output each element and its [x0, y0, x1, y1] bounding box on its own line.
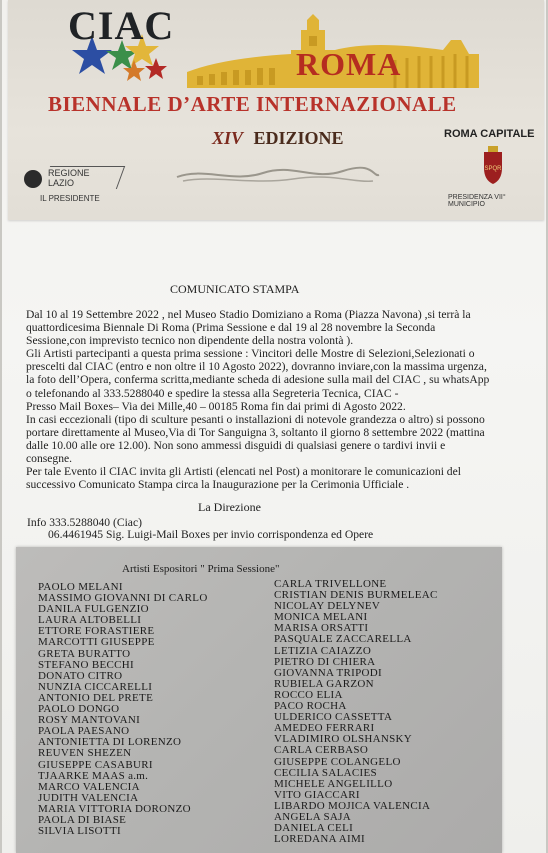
region-name: REGIONE LAZIO — [48, 168, 90, 188]
lazio-emblem-icon — [24, 170, 42, 188]
artist-name: REUVEN SHEZEN — [38, 747, 132, 760]
artist-name: MARCOTTI GIUSEPPE — [38, 636, 155, 649]
press-line: Sessione,con imprevisto tecnico non dipendente della nostra volontà ). — [26, 334, 354, 348]
edition-label — [212, 128, 344, 149]
artist-name: ROCCO ELIA — [274, 688, 343, 701]
artist-name: LIBARDO MOJICA VALENCIA — [274, 799, 431, 812]
press-line: successivo Comunicato Stampa circa la Inaugurazione per la Cerimonia Ufficiale . — [26, 478, 410, 492]
artist-name: LAURA ALTOBELLI — [38, 614, 142, 627]
artist-name: GRETA BURATTO — [38, 647, 131, 660]
press-line: la foto dell’Opera, conferma scritta,mediante scheda di adesione sulla mail del CIAC , su whatsApp — [26, 373, 490, 387]
edition-word: EDIZIONE — [253, 128, 344, 148]
press-line: dalle 10.00 alle ore 12.00). Non sono ammessi disguidi di qualsiasi genere o tardivi invii e — [26, 438, 446, 452]
artist-name: RUBIELA GARZON — [274, 677, 374, 690]
artist-name: GIOVANNA TRIPODI — [274, 666, 382, 679]
regione-lazio-logo — [22, 166, 142, 206]
artist-name: GIUSEPPE CASABURI — [38, 758, 153, 771]
info-phone: Info 333.5288040 (Ciac) — [27, 516, 142, 529]
artist-name: ANTONIO DEL PRETE — [38, 691, 154, 704]
press-heading: COMUNICATO STAMPA — [170, 282, 300, 296]
press-body — [26, 308, 504, 491]
artists-title: Artisti Espositori " Prima Sessione" — [122, 563, 280, 575]
press-line: In casi eccezionali (tipo di sculture pesanti o installazioni di notevole grandezza o altro) si possono — [26, 412, 485, 426]
artist-name: TJAARKE MAAS a.m. — [38, 769, 149, 782]
artist-name: PACO ROCHA — [274, 700, 347, 713]
artist-name: NUNZIA CICCARELLI — [38, 680, 153, 693]
artist-name: NICOLAY DELYNEV — [274, 600, 381, 613]
signature-scribble-icon — [173, 163, 383, 189]
artist-name: MICHELE ANGELILLO — [274, 777, 393, 790]
shield-text: SPQR — [484, 166, 502, 172]
event-title: BIENNALE D’ARTE INTERNAZIONALE — [48, 92, 457, 116]
artist-name: PAOLA DI BIASE — [38, 813, 127, 826]
artist-name: ANTONIETTA DI LORENZO — [38, 736, 182, 749]
artist-name: CARLA CERBASO — [274, 744, 369, 757]
ciac-logo-text: CIAC — [68, 3, 175, 48]
artist-name: VITO GIACCARI — [274, 788, 360, 801]
press-line: consegne. — [26, 452, 73, 466]
artist-name: CARLA TRIVELLONE — [274, 578, 387, 590]
signature-line: La Direzione — [198, 500, 261, 514]
artist-name: MARISA ORSATTI — [274, 622, 369, 635]
artist-name: PASQUALE ZACCARELLA — [274, 633, 412, 646]
artist-name: SILVIA LISOTTI — [38, 825, 121, 838]
artist-name: MARIA VITTORIA DORONZO — [38, 802, 191, 815]
roma-capitale-label: ROMA CAPITALE — [444, 128, 535, 140]
artist-name: ANGELA SAJA — [274, 810, 351, 823]
presidenza-label: PRESIDENZA VII° MUNICIPIO — [448, 194, 506, 208]
artists-card — [16, 547, 502, 853]
artists-right-list — [274, 579, 438, 845]
artist-name: DONATO CITRO — [38, 669, 123, 682]
press-line: Per tale Evento il CIAC invita gli Artisti (elencati nel Post) a monitorare le comunicazioni del — [26, 465, 461, 479]
spqr-shield-icon — [478, 146, 508, 186]
artist-name: PAOLA PAESANO — [38, 725, 130, 738]
edition-number: XIV — [212, 128, 244, 148]
artist-name: LOREDANA AIMI — [274, 833, 365, 846]
roma-title: ROMA — [296, 46, 402, 82]
artist-name: MASSIMO GIOVANNI DI CARLO — [38, 592, 208, 605]
artist-name: ULDERICO CASSETTA — [274, 711, 393, 724]
artist-name: DANILA FULGENZIO — [38, 603, 149, 616]
artist-name: PAOLO DONGO — [38, 703, 120, 716]
artist-name: CECILIA SALACIES — [274, 766, 377, 779]
press-line: o telefonando al 333.5288040 e spedire la stessa alla Segreteria Tecnica, CIAC - — [26, 386, 399, 400]
region-role: IL PRESIDENTE — [40, 194, 100, 203]
press-line: Presso Mail Boxes– Via dei Mille,40 – 00185 Roma fin dai primi di Agosto 2022. — [26, 399, 406, 413]
artist-name: JUDITH VALENCIA — [38, 791, 139, 804]
press-line: portare direttamente al Museo,Via di Tor Sanguigna 3, soltanto il giorno 8 settembre 2022 (mattina — [26, 425, 485, 439]
artist-name: AMEDEO FERRARI — [274, 722, 375, 735]
artist-name: PAOLO MELANI — [38, 581, 123, 593]
artist-name: ROSY MANTOVANI — [38, 714, 141, 727]
press-line: prescelti dal CIAC (entro e non oltre il 10 Agosto 2022), dovranno inviare,con la massima urgenza, — [26, 360, 487, 374]
press-line: quattordicesima Biennale Di Roma (Prima Sessione e dal 19 al 28 novembre la Seconda — [26, 321, 436, 335]
artist-name: MONICA MELANI — [274, 611, 368, 624]
artist-name: STEFANO BECCHI — [38, 658, 134, 671]
press-line: Gli Artisti partecipanti a questa prima sessione : Vincitori delle Mostre di Selezioni,Selezionati o — [26, 347, 475, 361]
artist-name: GIUSEPPE COLANGELO — [274, 755, 401, 768]
artist-name: DANIELA CELI — [274, 822, 354, 835]
artist-name: CRISTIAN DENIS BURMELEAC — [274, 589, 438, 602]
artist-name: ETTORE FORASTIERE — [38, 625, 155, 638]
info-mailboxes: 06.4461945 Sig. Luigi-Mail Boxes per invio corrispondenza ed Opere — [48, 528, 374, 541]
artist-name: PIETRO DI CHIERA — [274, 655, 376, 668]
artist-name: VLADIMIRO OLSHANSKY — [274, 733, 413, 746]
artists-left-list — [38, 582, 208, 837]
document-sheet — [2, 0, 546, 853]
artist-name: LETIZIA CAIAZZO — [274, 644, 372, 657]
header-banner — [8, 0, 544, 220]
press-line: Dal 10 al 19 Settembre 2022 , nel Museo Stadio Domiziano a Roma (Piazza Navona) ,si terrà la — [26, 308, 471, 321]
artist-name: MARCO VALENCIA — [38, 780, 140, 793]
